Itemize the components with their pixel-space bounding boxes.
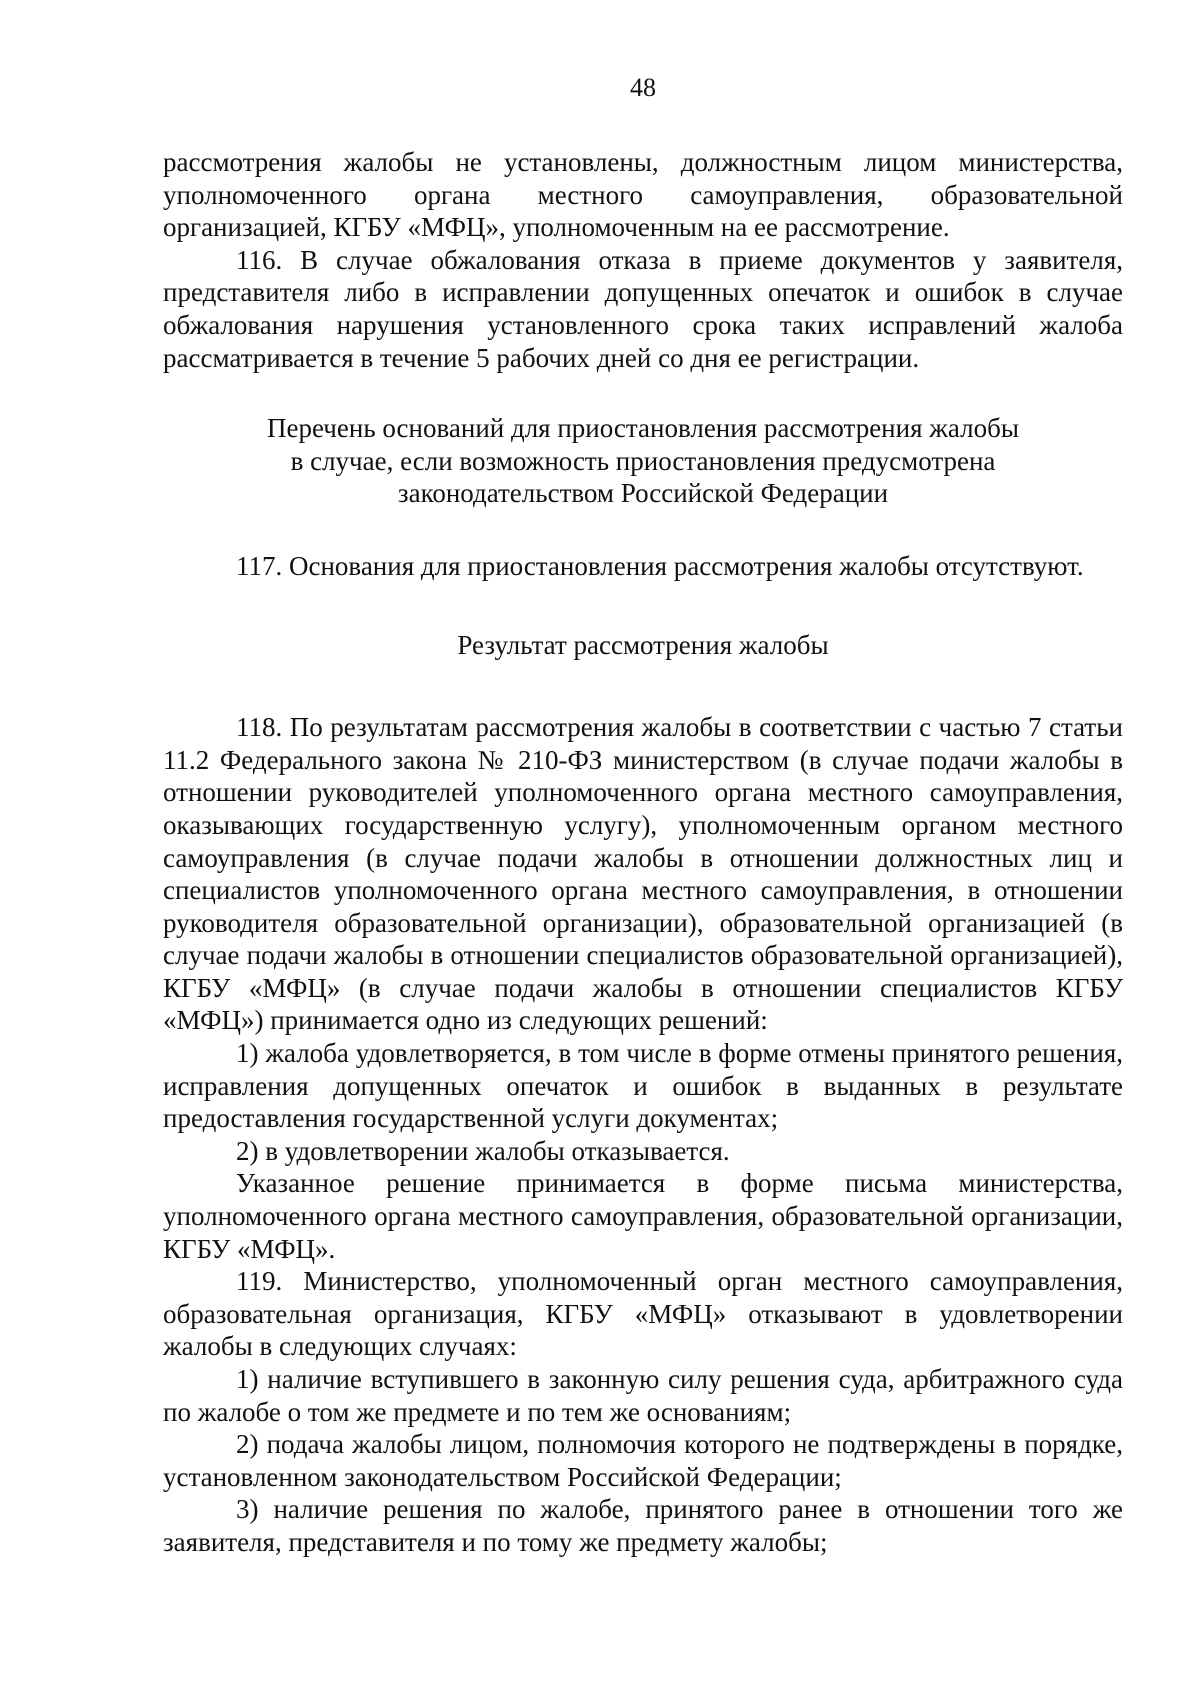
paragraph-119: 119. Министерство, уполномоченный орган местного самоуправления, образовательная организация, КГБУ «МФЦ» отказывают в удовлетворении жалобы в следующих случаях: [163, 1266, 1123, 1362]
page-number: 48 [630, 73, 656, 102]
heading-line-2: в случае, если возможность приостановления предусмотрена [290, 445, 996, 476]
heading-line-3: законодательством Российской Федерации [397, 478, 889, 509]
section-heading-suspension-grounds [163, 412, 1123, 510]
paragraph-119-item-2: 2) подача жалобы лицом, полномочия которого не подтверждены в порядке, установленном законодательством Российской Федерации; [163, 1429, 1123, 1492]
paragraph-118: 118. По результатам рассмотрения жалобы в соответствии с частью 7 статьи 11.2 Федерального закона № 210-ФЗ министерством (в случае подачи жалобы в отношении руководителей уполномоченного органа местного самоуправления, оказывающих государственную услугу), уполномоченным органом местного самоуправления (в случае подачи жалобы в отношении должностных лиц и специалистов уполномоченного органа местного самоуправления, в отношении руководителя образовательной организации), образовательной организацией (в случае подачи жалобы в отношении специалистов образовательной организацией), КГБУ «МФЦ» (в случае подачи жалобы в отношении специалистов КГБУ «МФЦ») принимается одно из следующих решений: [163, 712, 1123, 1036]
paragraph-118-item-2: 2) в удовлетворении жалобы отказывается. [236, 1135, 730, 1166]
paragraph-119-item-3: 3) наличие решения по жалобе, принятого ранее в отношении того же заявителя, представителя и по тому же предмету жалобы; [163, 1494, 1123, 1557]
paragraph-118-item-1: 1) жалоба удовлетворяется, в том числе в форме отмены принятого решения, исправления допущенных опечаток и ошибок в выданных в результате предоставления государственной услуги документах; [163, 1038, 1123, 1134]
paragraph-decision-form: Указанное решение принимается в форме письма министерства, уполномоченного органа местного самоуправления, образовательной организации, КГБУ «МФЦ». [163, 1168, 1123, 1264]
paragraph-119-item-1: 1) наличие вступившего в законную силу решения суда, арбитражного суда по жалобе о том же предмете и по тем же основаниям; [163, 1364, 1123, 1427]
paragraph-continuation: рассмотрения жалобы не установлены, должностным лицом министерства, уполномоченного органа местного самоуправления, образовательной организацией, КГБУ «МФЦ», уполномоченным на ее рассмотрение. [163, 147, 1123, 243]
heading-result-text: Результат рассмотрения жалобы [457, 629, 829, 660]
paragraph-116: 116. В случае обжалования отказа в приеме документов у заявителя, представителя либо в исправлении допущенных опечаток и ошибок в случае обжалования нарушения установленного срока таких исправлений жалоба рассматривается в течение 5 рабочих дней со дня ее регистрации. [163, 244, 1123, 373]
heading-line-1: Перечень оснований для приостановления рассмотрения жалобы [267, 413, 1019, 444]
paragraph-117: 117. Основания для приостановления рассмотрения жалобы отсутствуют. [236, 550, 1084, 581]
section-heading-result [163, 629, 1123, 662]
document-page [163, 70, 1123, 1559]
